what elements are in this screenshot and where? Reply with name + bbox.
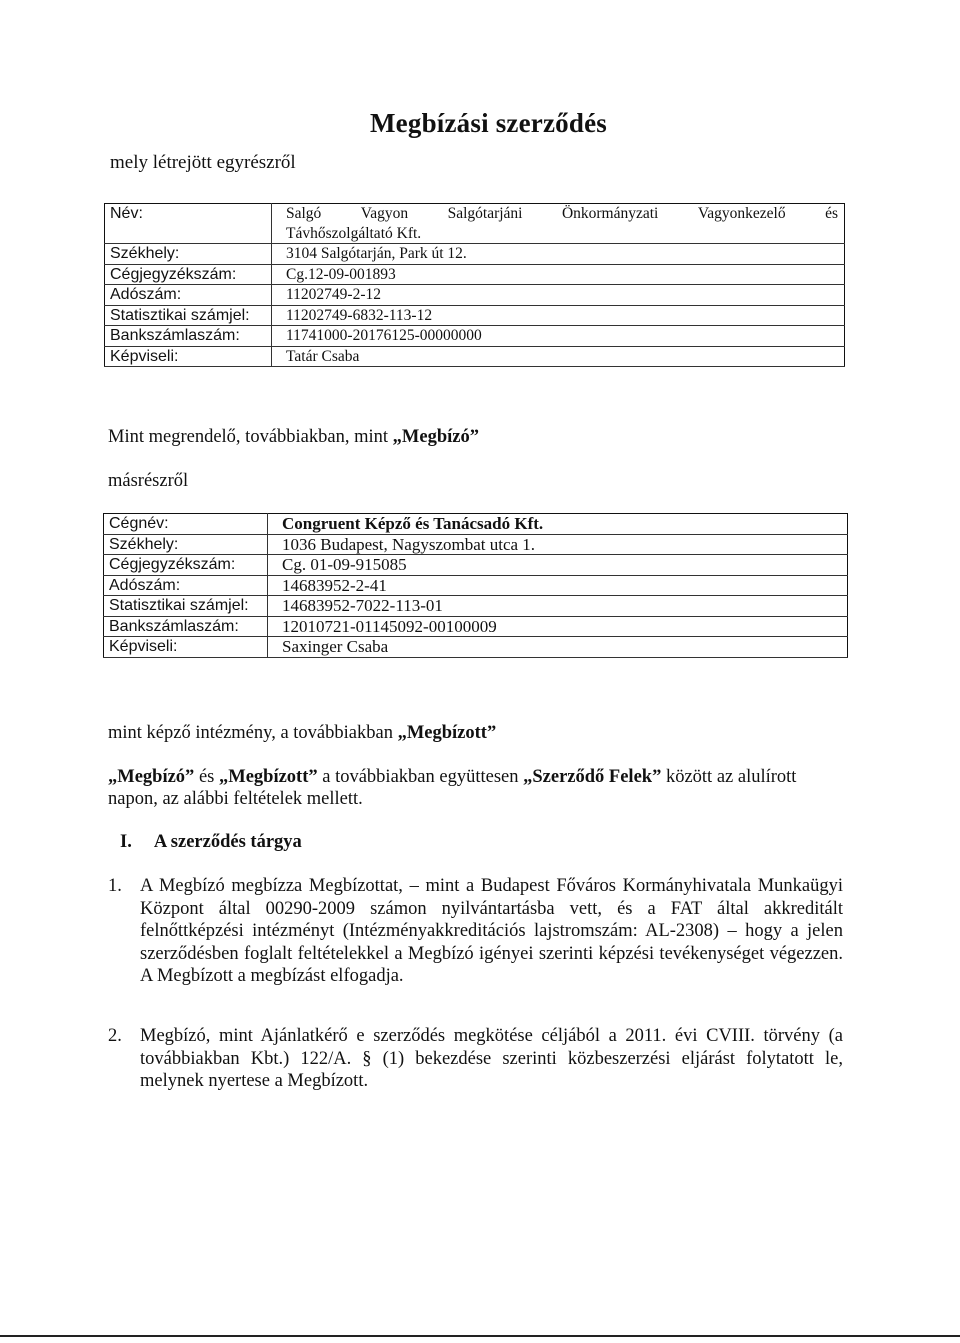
name-word: Salgó <box>286 205 322 222</box>
text: között az alulírott napon, az alábbi feltételek mellett. <box>108 767 797 809</box>
principal-details-table <box>104 203 845 367</box>
table-row <box>105 305 845 326</box>
row-value: 14683952-2-41 <box>282 575 387 595</box>
clause-number: 2. <box>108 1026 122 1046</box>
clause-item <box>108 875 843 988</box>
row-value: 12010721-01145092-00100009 <box>282 616 497 636</box>
other-party-text: másrészről <box>108 471 189 491</box>
table-row <box>104 637 848 658</box>
row-label: Cégjegyzékszám: <box>104 555 268 576</box>
section-number: I. <box>120 832 132 852</box>
row-value: Cg.12-09-001893 <box>286 265 396 283</box>
name-word: Salgótarjáni <box>447 205 523 222</box>
row-label: Adószám: <box>105 285 272 306</box>
row-label: Bankszámlaszám: <box>105 326 272 347</box>
row-value: 11202749-2-12 <box>286 286 381 303</box>
table-row <box>104 575 848 596</box>
role-text: Mint megrendelő, továbbiakban, mint <box>108 427 393 447</box>
section-title: A szerződés tárgya <box>153 832 302 852</box>
name-word: Vagyon <box>360 205 409 222</box>
row-label: Székhely: <box>105 244 272 265</box>
table-row <box>105 244 845 265</box>
table-row <box>104 596 848 617</box>
contractor-details-table <box>103 513 848 658</box>
role-term: „Megbízott” <box>397 723 497 743</box>
clause-text: Megbízó, mint Ajánlatkérő e szerződés megkötése céljából a 2011. évi CVIII. törvény (a továbbiakban Kbt.) 122/A. § (1) bekezdése szerinti közbeszerzési eljárást folytatott le, melynek nyertese a Megbízott. <box>140 1026 843 1092</box>
clause-number: 1. <box>108 876 122 896</box>
name-line-justified <box>286 204 838 224</box>
row-value: Saxinger Csaba <box>282 637 389 656</box>
row-label: Bankszámlaszám: <box>104 616 268 637</box>
row-label: Képviseli: <box>104 637 268 658</box>
row-label: Név: <box>105 204 272 244</box>
row-value: 14683952-7022-113-01 <box>282 596 443 615</box>
text: a továbbiakban együttesen <box>317 767 524 787</box>
name-word: Vagyonkezelő <box>697 205 786 222</box>
section-heading <box>120 832 302 853</box>
row-label: Székhely: <box>104 534 268 555</box>
row-value: Tatár Csaba <box>286 347 360 365</box>
contractor-role-text <box>108 722 496 744</box>
name-word: Önkormányzati <box>561 205 659 222</box>
row-value: 11741000-20176125-00000000 <box>286 327 482 344</box>
table-row <box>104 534 848 555</box>
row-label: Képviseli: <box>105 346 272 367</box>
row-value <box>272 204 845 244</box>
row-value: 3104 Salgótarján, Park út 12. <box>286 245 467 262</box>
clause-item <box>108 1025 843 1093</box>
row-label: Adószám: <box>104 575 268 596</box>
intro-text: mely létrejött egyrészről <box>110 152 296 173</box>
row-value: 11202749-6832-113-12 <box>286 306 433 324</box>
table-row <box>105 285 845 306</box>
table-row <box>105 346 845 367</box>
row-value: Cg. 01-09-915085 <box>282 555 407 574</box>
page-title: Megbízási szerződés <box>370 108 607 138</box>
row-label: Statisztikai számjel: <box>104 596 268 617</box>
row-value: Congruent Képző és Tanácsadó Kft. <box>282 514 544 533</box>
table-row <box>105 264 845 285</box>
row-label: Statisztikai számjel: <box>105 305 272 326</box>
term: „Szerződő Felek” <box>523 767 662 787</box>
role-text: mint képző intézmény, a továbbiakban <box>108 723 398 743</box>
term: „Megbízott” <box>218 767 318 787</box>
text: és <box>194 767 219 787</box>
table-row <box>104 616 848 637</box>
row-label: Cégjegyzékszám: <box>105 264 272 285</box>
client-role-text <box>108 426 479 448</box>
term: „Megbízó” <box>108 767 195 787</box>
table-row <box>105 204 845 244</box>
name-line-2: Távhőszolgáltató Kft. <box>286 224 422 242</box>
table-row <box>105 326 845 347</box>
page-bottom-rule <box>0 1335 960 1337</box>
parties-definition-text <box>108 766 843 810</box>
role-term: „Megbízó” <box>392 427 479 447</box>
row-value: 1036 Budapest, Nagyszombat utca 1. <box>282 534 536 554</box>
table-row <box>104 514 848 535</box>
table-row <box>104 555 848 576</box>
name-word: és <box>825 205 838 222</box>
row-label: Cégnév: <box>104 514 268 535</box>
clause-text: A Megbízó megbízza Megbízottat, – mint a Budapest Főváros Kormányhivatala Munkaügyi Központ által 00290-2009 számon nyilvántartásba vett, és a FAT által akkreditált felnőttképzési intézményt (Intézményakkreditációs lajstromszám: AL-2308) – hogy a jelen szerződésben foglalt feltételekkel a Megbízó igényei szerinti képzési tevékenységet végezzen. A Megbízott a megbízást elfogadja. <box>140 876 843 987</box>
